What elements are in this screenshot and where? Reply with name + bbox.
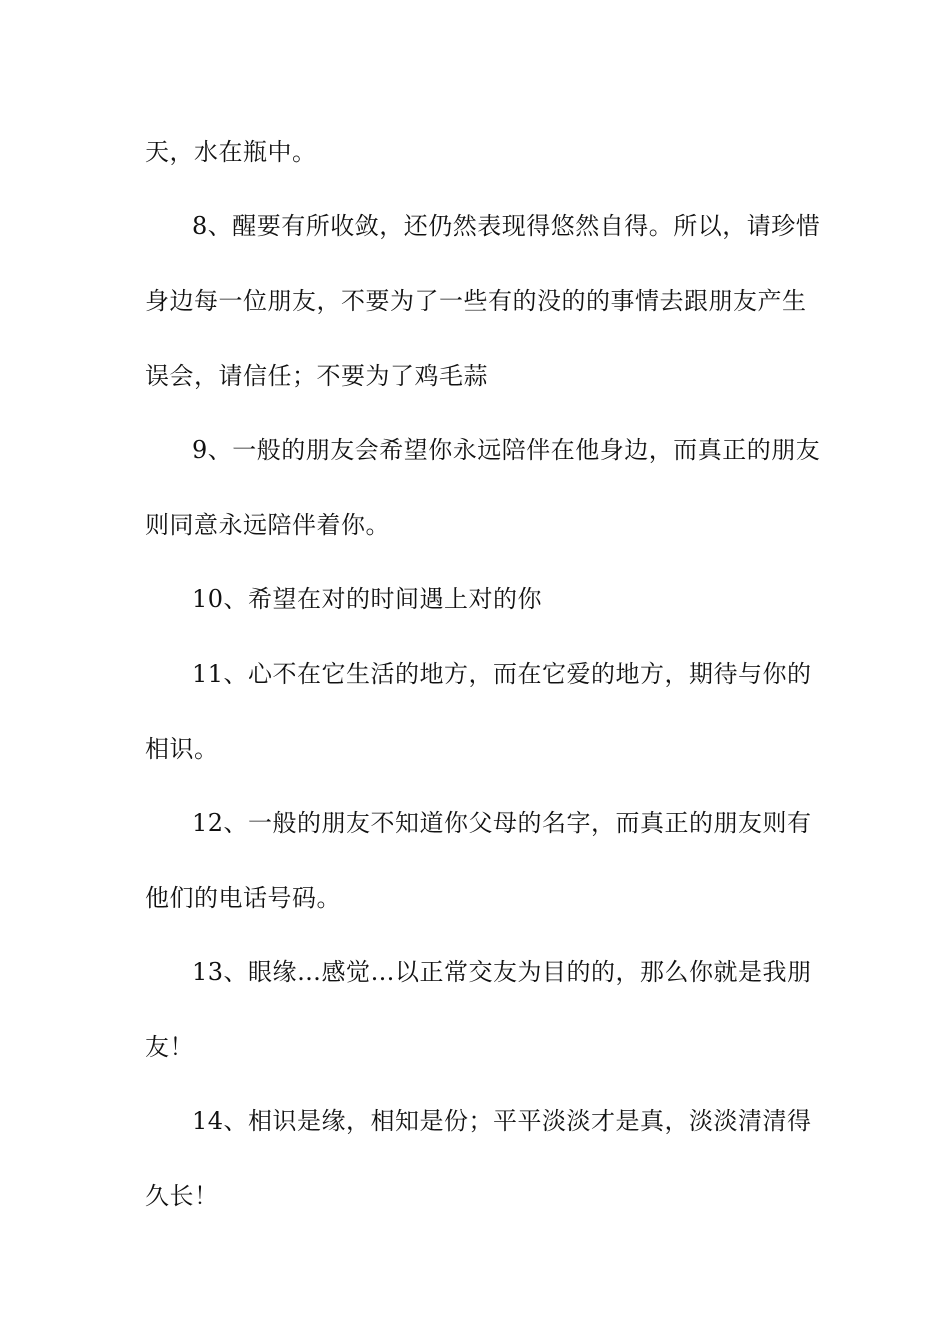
paragraph-14-start: 14、相识是缘，相知是份；平平淡淡才是真，淡淡清清得 [192,1107,812,1135]
text-line: 误会，请信任；不要为了鸡毛蒜 [145,362,488,390]
text-line: 身边每一位朋友，不要为了一些有的没的的事情去跟朋友产生 [145,287,807,315]
paragraph-12-start: 12、一般的朋友不知道你父母的名字，而真正的朋友则有 [192,809,812,837]
text-line: 友！ [145,1033,194,1061]
text-line: 他们的电话号码。 [145,884,341,912]
text-line: 相识。 [145,735,219,763]
paragraph-13-start: 13、眼缘…感觉…以正常交友为目的的，那么你就是我朋 [192,958,812,986]
paragraph-10-start: 10、希望在对的时间遇上对的你 [192,585,543,613]
paragraph-11-start: 11、心不在它生活的地方，而在它爱的地方，期待与你的 [192,660,812,688]
text-line: 则同意永远陪伴着你。 [145,511,390,539]
paragraph-8-start: 8、醒要有所收敛，还仍然表现得悠然自得。所以，请珍惜 [192,212,821,240]
paragraph-9-start: 9、一般的朋友会希望你永远陪伴在他身边，而真正的朋友 [192,436,821,464]
text-line: 天，水在瓶中。 [145,138,317,166]
text-line: 久长！ [145,1182,219,1210]
